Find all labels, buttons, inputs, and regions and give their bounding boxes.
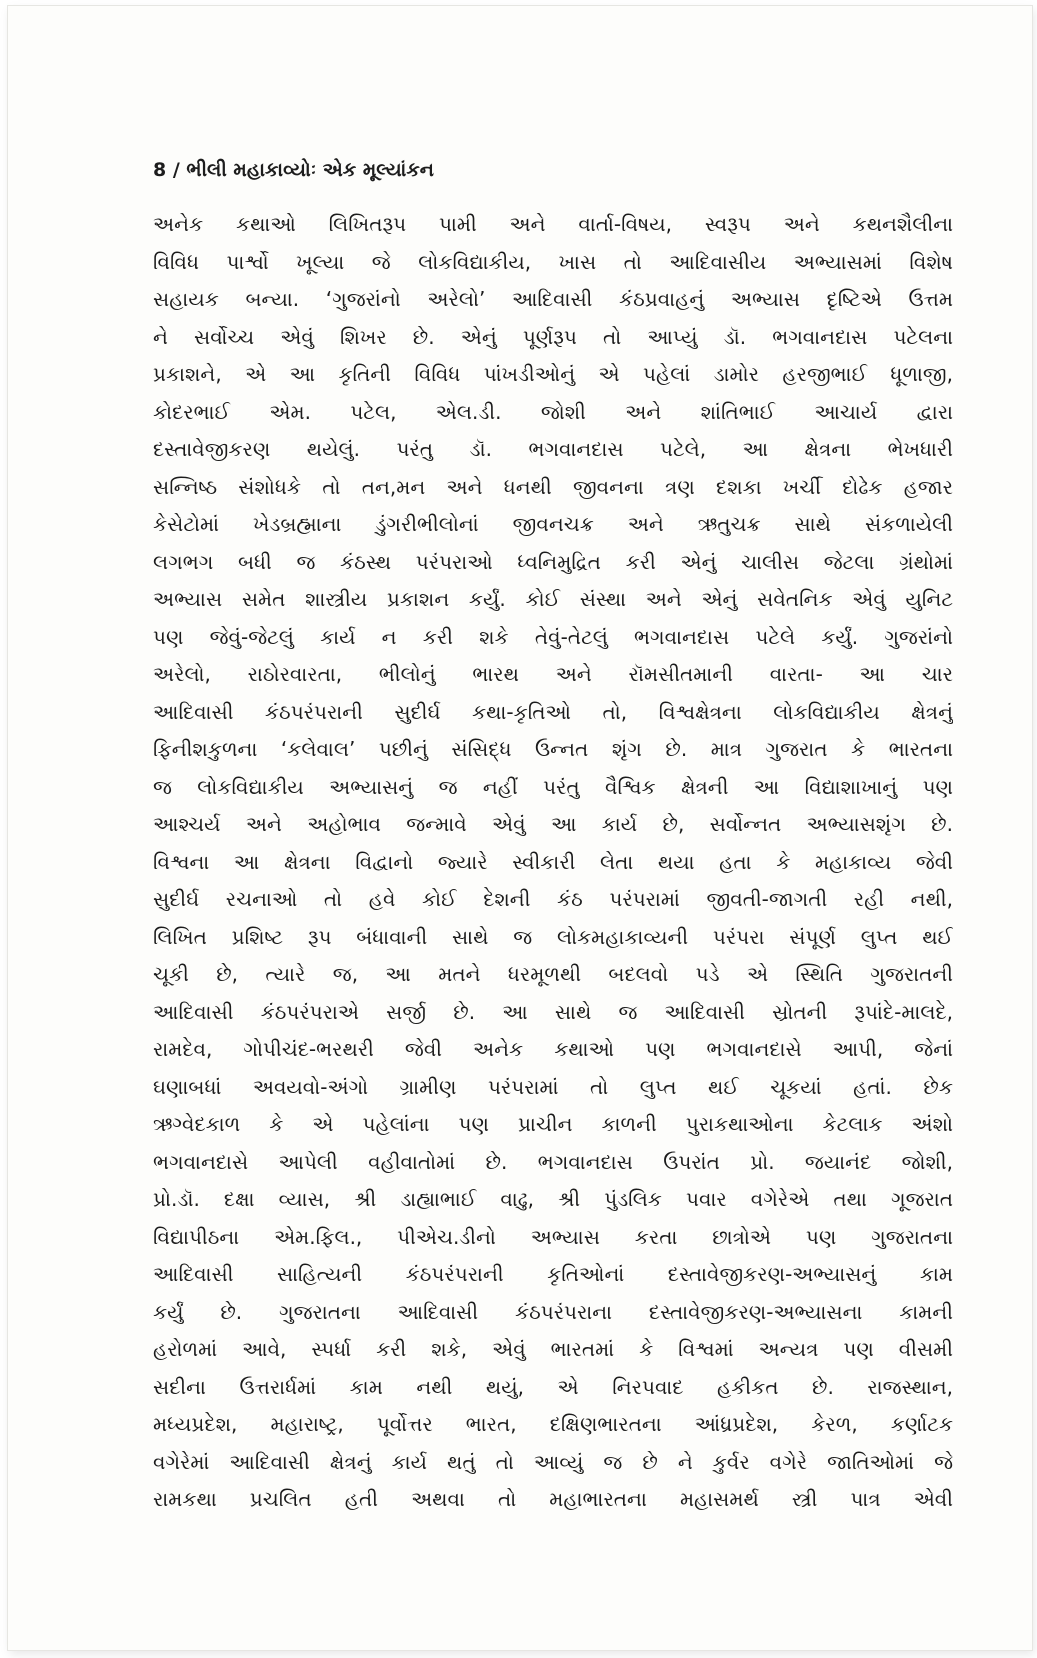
text-line: પ્રકાશને, એ આ કૃતિની વિવિધ પાંખડીઓનું એ પહેલાં ડામોર હરજીભાઈ ધૂળાજી, xyxy=(153,362,953,386)
text-line: રામદેવ, ગોપીચંદ-ભરથરી જેવી અનેક કથાઓ પણ ભગવાનદાસે આપી, જેનાં xyxy=(153,1037,953,1061)
text-line: સન્નિષ્ઠ સંશોધકે તો તન,મન અને ધનથી જીવનના ત્રણ દશકા ખર્ચી દોઢેક હજાર xyxy=(153,474,953,499)
text-line: વિદ્યાપીઠના એમ.ફિલ., પીએચ.ડીનો અભ્યાસ કરતા છાત્રોએ પણ ગુજરાતના xyxy=(153,1224,953,1249)
text-line: વિશ્વના આ ક્ષેત્રના વિદ્વાનો જ્યારે સ્વીકારી લેતા થયા હતા કે મહાકાવ્ય જેવી xyxy=(153,849,953,874)
text-line: વગેરેમાં આદિવાસી ક્ષેત્રનું કાર્ય થતું તો આવ્યું જ છે ને કુર્વર વગેરે જાતિઓમાં જે xyxy=(153,1449,953,1474)
body-text xyxy=(153,206,953,1519)
text-line: ફિનીશકુળના ‘કલેવાલ’ પછીનું સંસિદ્ધ ઉન્નત શૃંગ છે. માત્ર ગુજરાત કે ભારતના xyxy=(153,737,953,761)
text-line: દસ્તાવેજીકરણ થયેલું. પરંતુ ડૉ. ભગવાનદાસ પટેલે, આ ક્ષેત્રના ભેખધારી xyxy=(153,437,953,461)
book-page xyxy=(8,6,1032,1650)
text-line: પણ જેવું-જેટલું કાર્ય ન કરી શકે તેવું-તેટલું ભગવાનદાસ પટેલે કર્યું. ગુજરાંનો xyxy=(153,624,953,649)
text-line: અભ્યાસ સમેત શાસ્ત્રીય પ્રકાશન કર્યું. કોઈ સંસ્થા અને એનું સવેતનિક એવું યુનિટ xyxy=(153,587,953,611)
text-line: કર્યું છે. ગુજરાતના આદિવાસી કંઠપરંપરાના દસ્તાવેજીકરણ-અભ્યાસના કામની xyxy=(153,1299,953,1324)
text-line: લગભગ બધી જ કંઠસ્થ પરંપરાઓ ધ્વનિમુદ્રિત કરી એનું ચાલીસ જેટલા ગ્રંથોમાં xyxy=(153,549,953,574)
text-line: કોદરભાઈ એમ. પટેલ, એલ.ડી. જોશી અને શાંતિભાઈ આચાર્ય દ્વારા xyxy=(153,399,953,424)
text-line: આદિવાસી કંઠપરંપરાની સુદીર્ઘ કથા-કૃતિઓ તો, વિશ્વક્ષેત્રના લોકવિદ્યાકીય ક્ષેત્રનું xyxy=(153,699,953,724)
text-line: ને સર્વોચ્ચ એવું શિખર છે. એનું પૂર્ણરૂપ તો આપ્યું ડૉ. ભગવાનદાસ પટેલના xyxy=(153,324,953,349)
text-line: ભગવાનદાસે આપેલી વહીવાતોમાં છે. ભગવાનદાસ ઉપરાંત પ્રો. જયાનંદ જોશી, xyxy=(153,1149,953,1174)
text-line: આશ્ચર્ય અને અહોભાવ જન્માવે એવું આ કાર્ય છે, સર્વોન્નત અભ્યાસશૃંગ છે. xyxy=(153,812,953,836)
text-line: અનેક કથાઓ લિખિતરૂપ પામી અને વાર્તા-વિષય, સ્વરૂપ અને કથનશૈલીના xyxy=(153,212,953,236)
text-line: સદીના ઉત્તરાર્ધમાં કામ નથી થયું, એ નિરપવાદ હકીકત છે. રાજસ્થાન, xyxy=(153,1374,953,1399)
text-line: રામકથા પ્રચલિત હતી અથવા તો મહાભારતના મહાસમર્થ સ્ત્રી પાત્ર એવી xyxy=(153,1487,953,1511)
text-line: ઋગ્વેદકાળ કે એ પહેલાંના પણ પ્રાચીન કાળની પુરાકથાઓના કેટલાક અંશો xyxy=(153,1112,953,1136)
text-line: મધ્યપ્રદેશ, મહારાષ્ટ્ર, પૂર્વોત્તર ભારત, દક્ષિણભારતના આંધ્રપ્રદેશ, કેરળ, કર્ણાટક xyxy=(153,1412,953,1436)
text-line: આદિવાસી સાહિત્યની કંઠપરંપરાની કૃતિઓનાં દસ્તાવેજીકરણ-અભ્યાસનું કામ xyxy=(153,1262,953,1286)
text-line: કેસેટોમાં ખેડબ્રહ્માના ડુંગરીભીલોનાં જીવનચક્ર અને ઋતુચક્ર સાથે સંકળાયેલી xyxy=(153,512,953,536)
text-line: આદિવાસી કંઠપરંપરાએ સર્જી છે. આ સાથે જ આદિવાસી સ્રોતની રૂપાંદે-માલદે, xyxy=(153,999,953,1024)
text-line: હરોળમાં આવે, સ્પર્ધા કરી શકે, એવું ભારતમાં કે વિશ્વમાં અન્યત્ર પણ વીસમી xyxy=(153,1337,953,1361)
text-line: ચૂકી છે, ત્યારે જ, આ મતને ધરમૂળથી બદલવો પડે એ સ્થિતિ ગુજરાતની xyxy=(153,962,953,986)
text-line: સુદીર્ઘ રચનાઓ તો હવે કોઈ દેશની કંઠ પરંપરામાં જીવતી-જાગતી રહી નથી, xyxy=(153,887,953,911)
text-line: વિવિધ પાર્શ્વો ખૂલ્યા જે લોકવિદ્યાકીય, ખાસ તો આદિવાસીય અભ્યાસમાં વિશેષ xyxy=(153,249,953,274)
text-line: પ્રો.ડૉ. દક્ષા વ્યાસ, શ્રી ડાહ્યાભાઈ વાઢુ, શ્રી પુંડલિક પવાર વગેરેએ તથા ગૂજરાત xyxy=(153,1187,953,1211)
running-head: 8 / ભીલી મહાકાવ્યોઃ એક મૂલ્યાંકન xyxy=(153,159,434,181)
text-line: લિખિત પ્રશિષ્ટ રૂપ બંધાવાની સાથે જ લોકમહાકાવ્યની પરંપરા સંપૂર્ણ લુપ્ત થઈ xyxy=(153,924,953,949)
text-line: સહાયક બન્યા. ‘ગુજરાંનો અરેલો’ આદિવાસી કંઠપ્રવાહનું અભ્યાસ દૃષ્ટિએ ઉત્તમ xyxy=(153,287,953,311)
text-line: ઘણાબધાં અવયવો-અંગો ગ્રામીણ પરંપરામાં તો લુપ્ત થઈ ચૂકયાં હતાં. છેક xyxy=(153,1074,953,1099)
text-line: અરેલો, રાઠોરવારતા, ભીલોનું ભારથ અને રૉમસીતમાની વારતા- આ ચાર xyxy=(153,662,953,686)
text-line: જ લોકવિદ્યાકીય અભ્યાસનું જ નહીં પરંતુ વૈશ્વિક ક્ષેત્રની આ વિદ્યાશાખાનું પણ xyxy=(153,774,953,799)
